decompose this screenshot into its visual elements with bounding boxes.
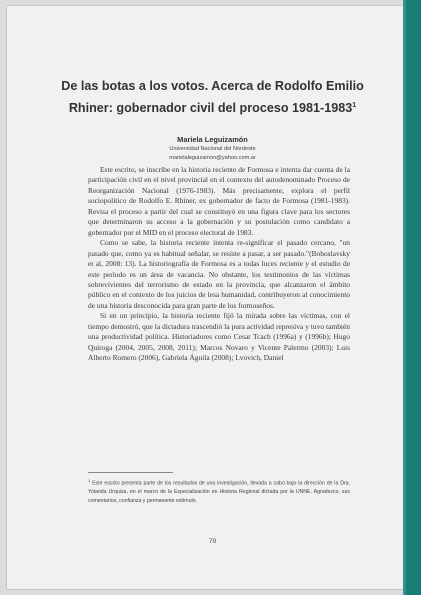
title-line-2: [40, 96, 385, 118]
body-paragraph-1: Este escrito, se inscribe en la historia reciente de Formosa e intenta dar cuenta de la participación civil en el nivel provincial en el contexto del autodenominado Proceso de Reorganización Nacional (1976-1983). Más precisamente, explora el perfil sociopolítico de Rodolfo E. Rhiner, ex gobernador de facto de Formosa (1981-1983). Revisa el proceso a partir del cual se constituyó en una figura clave para los sectores que determinaron su acceso a la gobernación y su postulación como candidato a gobernador por el MID en el proceso electoral de 1983.: [88, 165, 350, 237]
footnote-separator: [88, 472, 173, 473]
page-number: 79: [208, 538, 217, 545]
title-line-2-text: Rhiner: gobernador civil del proceso 1981-1983: [68, 101, 353, 116]
body-paragraph-3: Si en un principio, la historia reciente fijó la mirada sobre las víctimas, con el tiempo demostró, que la dictadura trascendió la pura actividad represiva y tuvo también una productividad política. Historiadores como Cesar Tcach (1996a) y (1996b); Hugo Quiroga (2004, 2005, 2008, 2011); Marcos Novaro y Vicente Palermo (2003); Luis Alberto Romero (2006), Gabriela Águila (2008); Lvovich, Daniel: [88, 311, 350, 363]
footnote: [88, 477, 350, 506]
title-line-1: De las botas a los votos. Acerca de Rodolfo Emilio: [61, 79, 364, 93]
footnote-marker: 1: [88, 478, 91, 483]
author-affiliation: Universidad Nacional del Nordeste: [169, 146, 256, 152]
body-text: [88, 165, 350, 364]
title-footnote-marker: 1: [352, 102, 357, 109]
author-name: Mariela Leguizamón: [177, 135, 248, 144]
footnote-text: Este escrito presenta parte de los resultados de una investigación, llevada a cabo bajo la dirección de la Dra. Yolanda Urquiza, en el marco de la Especialización en Historia Regional dictada por la UNNE. Agradezco, sus comentarios, confianza y permanente estímulo.: [88, 480, 350, 504]
viewer-side-bar-edge: [403, 0, 406, 595]
paper-title: [40, 76, 385, 118]
author-email: marielaleguizamon@yahoo.com.ar: [169, 155, 256, 161]
body-paragraph-2: Como se sabe, la historia reciente intenta re-significar el pasado cercano, "un pasado que, como ya es habitual señalar, se resiste a pasar, a ser pasado."(Bohoslavsky et al, 2008: 13). La historiografía de Formosa es a todas luces reciente y el estudio de este período es un área de vacancia. No obstante, los testimonios de las víctimas sobrevivientes del terrorismo de estado en la provincia, que alcanzaron el ámbito público en el contexto de los juicios de lesa humanidad, contribuyeron al conocimiento de una historia desconocida para gran parte de los formoseños.: [88, 238, 350, 310]
